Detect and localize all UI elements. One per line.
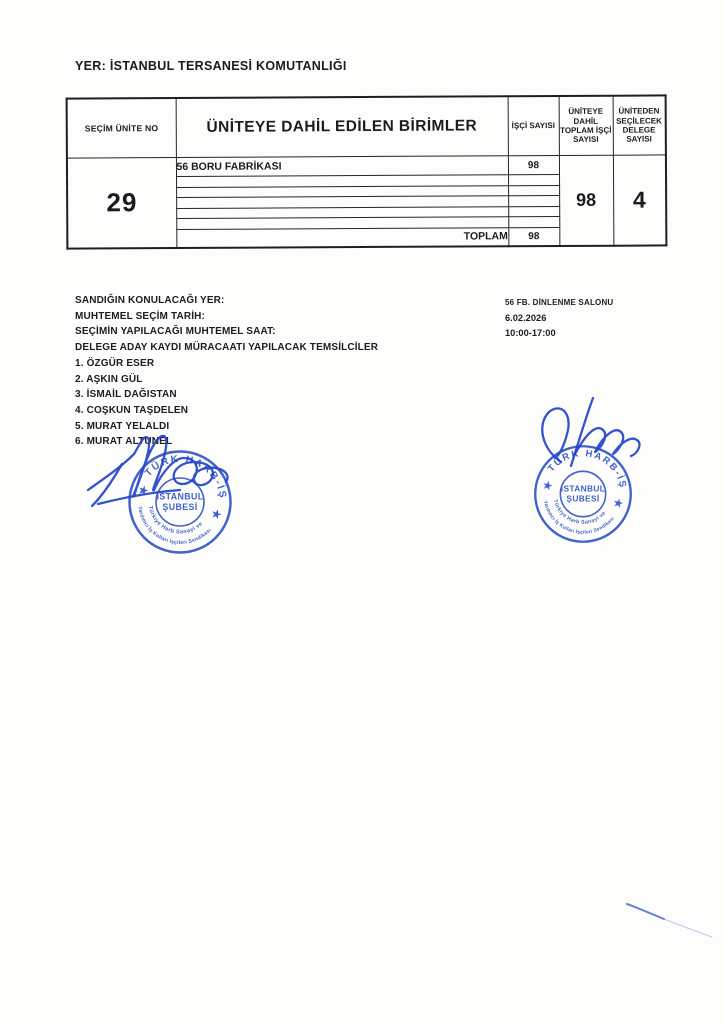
election-date-value: 6.02.2026 [505,312,547,323]
table-row [67,155,666,177]
representatives-label: DELEGE ADAY KAYDI MÜRACAATI YAPILACAK TEMSİLCİLER [75,342,379,354]
ballot-location-label: SANDIĞIN KONULACAĞI YER: [75,295,225,306]
signature-left [82,428,237,516]
stamp-bottom-arc-outer-text: Yardımcı İş Kolları İşçileri Sendikası [541,500,616,536]
signature-right [531,396,649,472]
representative-item: 6. MURAT ALTUNEL [75,436,173,448]
stamp-top-arc-text: TÜRK HARB-İŞ [545,448,629,491]
table-header-row [67,95,666,158]
col-header-total-workers: ÜNİTEYE DAHİL TOPLAM İŞÇİ SAYISI [559,96,613,156]
total-label-cell: TOPLAM [176,227,508,247]
representative-item: 4. COŞKUN TAŞDELEN [75,404,189,416]
worker-count-cell: 98 [508,155,559,174]
stamp-top-arc-text: TÜRK HARB-İŞ [143,453,229,501]
representative-item: 1. ÖZGÜR ESER [75,357,155,369]
col-header-worker-count: İŞÇİ SAYISI [508,96,559,156]
stamp-star-left-icon: ★ [541,479,554,493]
worker-count-cell [508,174,559,185]
location-line: YER: İSTANBUL TERSANESİ KOMUTANLIĞI [75,59,347,73]
ballot-location-value: 56 FB. DİNLENME SALONU [505,298,614,307]
pen-mark [624,900,716,942]
representative-item: 3. İSMAİL DAĞISTAN [75,389,177,401]
stamp-center-line1: İSTANBUL [560,483,606,494]
representative-item: 2. AŞKIN GÜL [75,373,143,385]
delegate-count-cell: 4 [613,155,666,245]
stamp-star-left-icon: ★ [136,483,150,499]
election-info-block [75,293,378,450]
col-header-units: ÜNİTEYE DAHİL EDİLEN BİRİMLER [176,96,508,157]
stamp-bottom-arc-inner-text: Türkiye Harb Sanayi ve [551,499,608,526]
election-time-value: 10:00-17:00 [505,328,556,338]
unit-name-cell: 56 BORU FABRİKASI [176,156,508,177]
stamp-bottom-arc-outer-text: Yardımcı İş Kolları İşçileri Sendikası [136,505,213,547]
worker-count-cell [508,185,559,196]
stamp-center-line1: İSTANBUL [156,491,204,502]
stamp-bottom-arc-inner-text: Türkiye Harb Sanayi ve [146,505,205,536]
total-workers-cell: 98 [559,155,613,245]
election-table [66,94,668,249]
election-info-values [505,295,613,342]
election-time-label: SEÇİMİN YAPILACAĞI MUHTEMEL SAAT: [75,326,276,338]
stamp-star-right-icon: ★ [209,507,223,523]
stamp-star-right-icon: ★ [612,497,624,511]
stamp-center-line2: ŞUBESİ [162,502,198,512]
election-date-label: MUHTEMEL SEÇİM TARİH: [75,310,205,322]
unit-no-cell: 29 [67,157,176,248]
total-count-cell: 98 [508,227,559,246]
col-header-delegates: ÜNİTEDEN SEÇİLECEK DELEGE SAYISI [613,95,666,155]
worker-count-cell [508,216,559,227]
worker-count-cell [508,206,559,217]
worker-count-cell [508,195,559,206]
col-header-unit-no: SEÇİM ÜNİTE NO [67,98,176,158]
representative-item: 5. MURAT YELALDI [75,420,170,432]
stamp-center-line2: ŞUBESİ [566,493,600,504]
